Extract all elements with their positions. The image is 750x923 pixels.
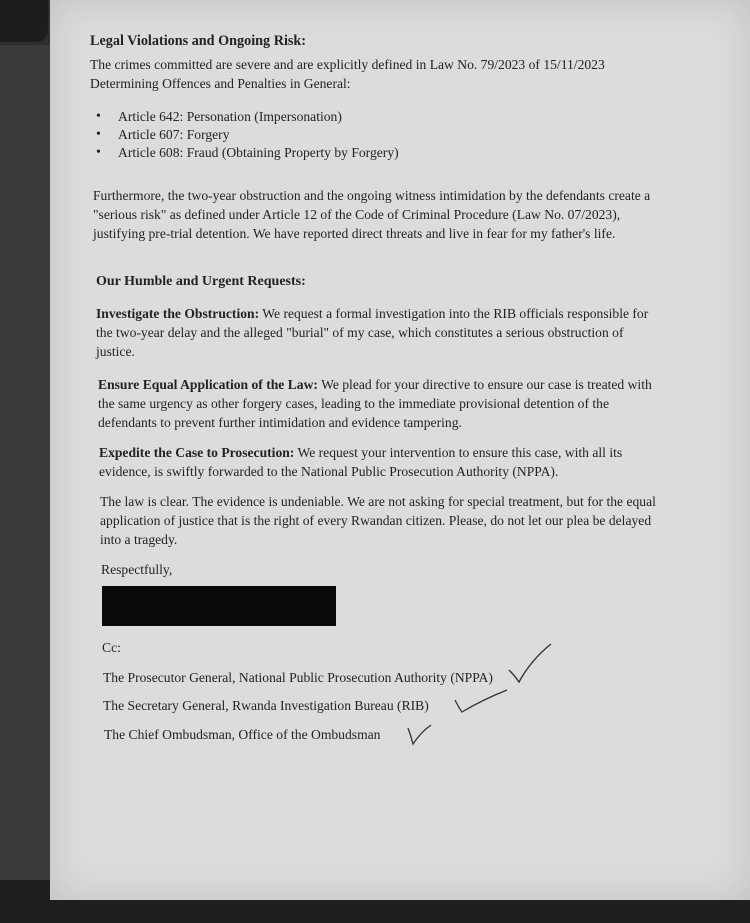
articles-list: [90, 108, 399, 162]
section-heading-legal-violations: Legal Violations and Ongoing Risk:: [90, 33, 307, 49]
cc-item-secretary-general: The Secretary General, Rwanda Investigation Bureau (RIB): [103, 698, 429, 713]
list-item: • Article 608: Fraud (Obtaining Property by Forgery): [90, 144, 399, 162]
checkmark-icon: [452, 688, 512, 718]
cc-item-chief-ombudsman: The Chief Ombudsman, Office of the Ombudsman: [104, 727, 381, 742]
requests-heading: Our Humble and Urgent Requests:: [96, 274, 306, 289]
request-body: We request your intervention to ensure this case, with all its evidence, is swiftly forwarded to the National Public Prosecution Authority (NPPA).: [99, 445, 623, 479]
request-equal-application: [98, 375, 664, 432]
request-title: Investigate the Obstruction:: [96, 306, 260, 321]
request-body: We request a formal investigation into the RIB officials responsible for the two-year delay and the alleged "burial" of my case, which constitutes a serious obstruction of justice.: [96, 306, 649, 359]
signoff: Respectfully,: [101, 562, 173, 577]
checkmark-icon: [505, 640, 555, 690]
list-item: • Article 642: Personation (Impersonation): [90, 108, 399, 126]
request-body: We plead for your directive to ensure our case is treated with the same urgency as other forgery cases, leading to the immediate provisional detention of the defendants to prevent further intimidation and evidence tampering.: [98, 377, 652, 430]
cc-label: Cc:: [102, 640, 121, 655]
intro-paragraph: The crimes committed are severe and are explicitly defined in Law No. 79/2023 of 15/11/2023 Determining Offences and Penalties in General:: [90, 57, 605, 91]
photo-corner-shadow: [0, 0, 48, 42]
request-investigate: [96, 304, 652, 361]
request-title: Ensure Equal Application of the Law:: [98, 377, 318, 392]
checkmark-icon: [405, 722, 435, 748]
list-item: • Article 607: Forgery: [90, 126, 399, 144]
request-expedite: [99, 443, 665, 481]
furthermore-paragraph: Furthermore, the two-year obstruction and the ongoing witness intimidation by the defendants create a "serious risk" as defined under Article 12 of the Code of Criminal Procedure (Law No. 07/2023), justifying pre-trial detention. We have reported direct threats and live in fear for my father's life.: [93, 188, 651, 241]
redacted-signature-block: [102, 586, 336, 626]
cc-item-prosecutor-general: The Prosecutor General, National Public Prosecution Authority (NPPA): [103, 670, 493, 685]
request-title: Expedite the Case to Prosecution:: [99, 445, 295, 460]
closing-paragraph: The law is clear. The evidence is undeniable. We are not asking for special treatment, but for the equal application of justice that is the right of every Rwandan citizen. Please, do not let our plea be delayed into a tragedy.: [100, 494, 656, 547]
